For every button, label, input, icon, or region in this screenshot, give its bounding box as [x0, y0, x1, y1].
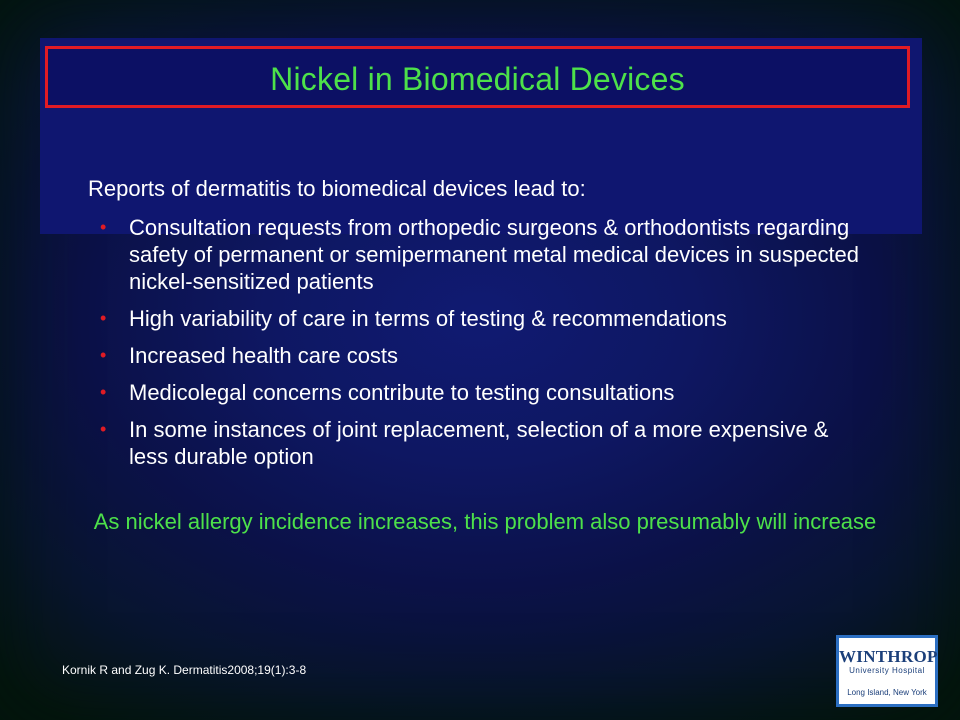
- logo-location: Long Island, New York: [847, 688, 927, 697]
- slide-title: Nickel in Biomedical Devices: [270, 61, 685, 97]
- bullet-icon: •: [100, 345, 107, 365]
- conclusion-text: As nickel allergy incidence increases, this problem also presumably will increase: [93, 509, 877, 534]
- bullet-icon: •: [100, 308, 107, 328]
- logo-name: WINTHROP: [839, 647, 938, 666]
- bullet-text: Consultation requests from orthopedic surgeons & orthodontists regarding safety of permanent or semipermanent metal medical devices in suspected nickel-sensitized patients: [129, 215, 860, 294]
- bullet-item: [100, 342, 870, 369]
- bullet-item: [100, 379, 870, 406]
- citation: Kornik R and Zug K. Dermatitis2008;19(1):3-8: [62, 663, 307, 677]
- bullet-icon: •: [100, 382, 107, 402]
- bullet-text: Medicolegal concerns contribute to testing consultations: [129, 380, 675, 405]
- hospital-logo: [836, 635, 938, 707]
- logo-subtitle: University Hospital: [849, 666, 925, 675]
- bullet-text: In some instances of joint replacement, selection of a more expensive & less durable option: [129, 417, 829, 469]
- bullet-item: [100, 305, 870, 332]
- bullet-icon: •: [100, 419, 107, 439]
- bullet-list: [100, 214, 870, 480]
- intro-text: Reports of dermatitis to biomedical devices lead to:: [88, 176, 586, 201]
- title-box: [45, 46, 910, 108]
- bullet-item: [100, 416, 870, 470]
- bullet-icon: •: [100, 217, 107, 237]
- bullet-item: [100, 214, 870, 295]
- bullet-text: Increased health care costs: [129, 343, 399, 368]
- bullet-text: High variability of care in terms of testing & recommendations: [129, 306, 727, 331]
